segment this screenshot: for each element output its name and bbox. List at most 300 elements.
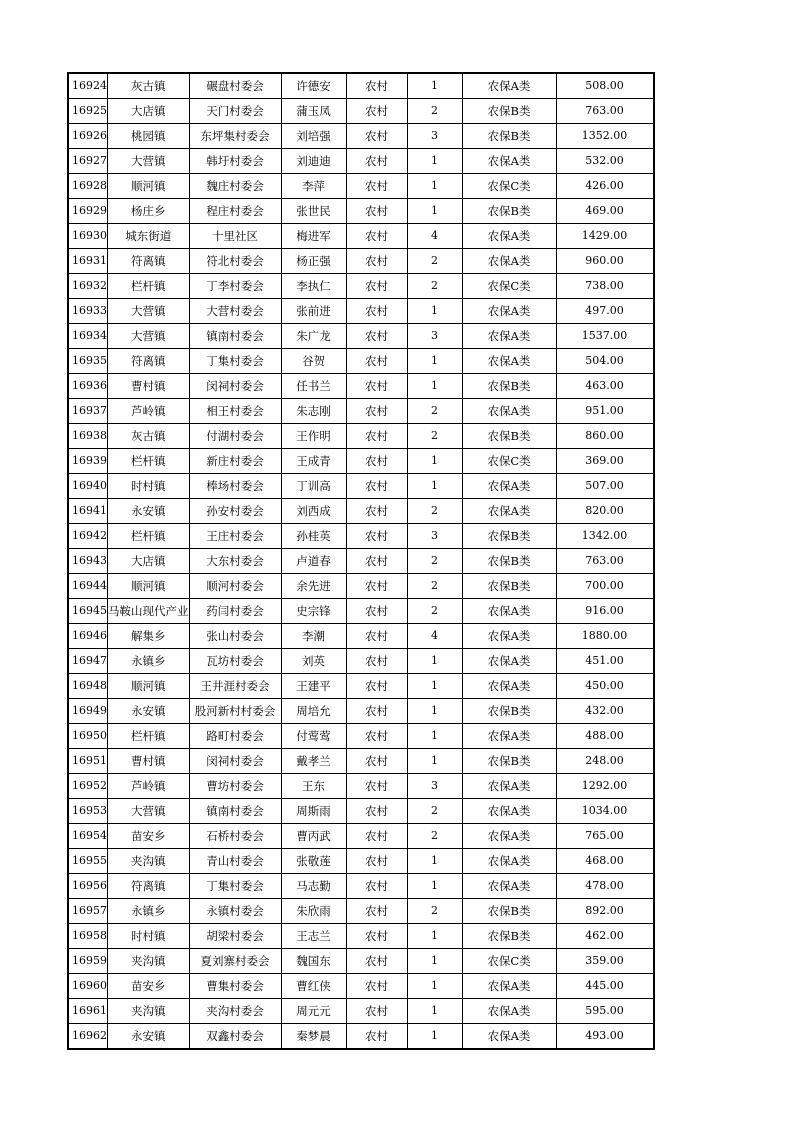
insurance-category-cell: 农保B类 xyxy=(462,124,556,149)
household-type-cell: 农村 xyxy=(346,474,407,499)
household-type-cell: 农村 xyxy=(346,124,407,149)
town-cell: 符离镇 xyxy=(108,349,190,374)
insurance-category-cell: 农保A类 xyxy=(462,599,556,624)
town-cell: 大营镇 xyxy=(108,149,190,174)
amount-cell: 463.00 xyxy=(556,374,654,399)
person-count-cell: 1 xyxy=(407,174,462,199)
household-type-cell: 农村 xyxy=(346,524,407,549)
town-cell: 栏杆镇 xyxy=(108,524,190,549)
town-cell: 马鞍山现代产业 xyxy=(108,599,190,624)
insurance-category-cell: 农保B类 xyxy=(462,699,556,724)
insurance-category-cell: 农保A类 xyxy=(462,674,556,699)
table-row xyxy=(68,1024,654,1050)
person-count-cell: 3 xyxy=(407,124,462,149)
village-cell: 夏刘寨村委会 xyxy=(189,949,281,974)
person-count-cell: 1 xyxy=(407,924,462,949)
household-type-cell: 农村 xyxy=(346,924,407,949)
amount-cell: 892.00 xyxy=(556,899,654,924)
village-cell: 曹坊村委会 xyxy=(189,774,281,799)
town-cell: 解集乡 xyxy=(108,624,190,649)
name-cell: 魏国东 xyxy=(281,949,346,974)
table-row xyxy=(68,574,654,599)
record-id-cell: 16933 xyxy=(68,299,108,324)
amount-cell: 820.00 xyxy=(556,499,654,524)
person-count-cell: 1 xyxy=(407,349,462,374)
roster-table xyxy=(67,72,655,1050)
town-cell: 夹沟镇 xyxy=(108,849,190,874)
town-cell: 芦岭镇 xyxy=(108,774,190,799)
record-id-cell: 16944 xyxy=(68,574,108,599)
town-cell: 大营镇 xyxy=(108,799,190,824)
town-cell: 杨庄乡 xyxy=(108,199,190,224)
record-id-cell: 16924 xyxy=(68,73,108,99)
village-cell: 新庄村委会 xyxy=(189,449,281,474)
amount-cell: 469.00 xyxy=(556,199,654,224)
town-cell: 符离镇 xyxy=(108,874,190,899)
name-cell: 马志勤 xyxy=(281,874,346,899)
amount-cell: 1352.00 xyxy=(556,124,654,149)
table-row xyxy=(68,124,654,149)
town-cell: 桃园镇 xyxy=(108,124,190,149)
name-cell: 付莺莺 xyxy=(281,724,346,749)
amount-cell: 508.00 xyxy=(556,73,654,99)
village-cell: 丁集村委会 xyxy=(189,349,281,374)
household-type-cell: 农村 xyxy=(346,824,407,849)
table-row xyxy=(68,474,654,499)
table-row xyxy=(68,974,654,999)
town-cell: 曹村镇 xyxy=(108,749,190,774)
name-cell: 戴孝兰 xyxy=(281,749,346,774)
table-row xyxy=(68,799,654,824)
town-cell: 顺河镇 xyxy=(108,674,190,699)
town-cell: 时村镇 xyxy=(108,474,190,499)
person-count-cell: 1 xyxy=(407,474,462,499)
record-id-cell: 16957 xyxy=(68,899,108,924)
table-row xyxy=(68,399,654,424)
household-type-cell: 农村 xyxy=(346,724,407,749)
insurance-category-cell: 农保A类 xyxy=(462,224,556,249)
amount-cell: 700.00 xyxy=(556,574,654,599)
village-cell: 永镇村委会 xyxy=(189,899,281,924)
village-cell: 韩圩村委会 xyxy=(189,149,281,174)
record-id-cell: 16949 xyxy=(68,699,108,724)
table-row xyxy=(68,674,654,699)
insurance-category-cell: 农保A类 xyxy=(462,874,556,899)
village-cell: 胡梁村委会 xyxy=(189,924,281,949)
village-cell: 棒场村委会 xyxy=(189,474,281,499)
person-count-cell: 3 xyxy=(407,524,462,549)
table-row xyxy=(68,824,654,849)
town-cell: 大店镇 xyxy=(108,99,190,124)
village-cell: 大东村委会 xyxy=(189,549,281,574)
village-cell: 魏庄村委会 xyxy=(189,174,281,199)
name-cell: 周斯雨 xyxy=(281,799,346,824)
table-row xyxy=(68,999,654,1024)
record-id-cell: 16931 xyxy=(68,249,108,274)
record-id-cell: 16941 xyxy=(68,499,108,524)
table-row xyxy=(68,199,654,224)
record-id-cell: 16940 xyxy=(68,474,108,499)
record-id-cell: 16952 xyxy=(68,774,108,799)
record-id-cell: 16932 xyxy=(68,274,108,299)
table-row xyxy=(68,174,654,199)
household-type-cell: 农村 xyxy=(346,599,407,624)
name-cell: 周培允 xyxy=(281,699,346,724)
insurance-category-cell: 农保A类 xyxy=(462,499,556,524)
amount-cell: 532.00 xyxy=(556,149,654,174)
name-cell: 许德安 xyxy=(281,73,346,99)
person-count-cell: 1 xyxy=(407,449,462,474)
insurance-category-cell: 农保A类 xyxy=(462,974,556,999)
record-id-cell: 16950 xyxy=(68,724,108,749)
name-cell: 曹丙武 xyxy=(281,824,346,849)
amount-cell: 1292.00 xyxy=(556,774,654,799)
amount-cell: 1429.00 xyxy=(556,224,654,249)
insurance-category-cell: 农保B类 xyxy=(462,99,556,124)
household-type-cell: 农村 xyxy=(346,73,407,99)
household-type-cell: 农村 xyxy=(346,174,407,199)
insurance-category-cell: 农保B类 xyxy=(462,524,556,549)
name-cell: 王建平 xyxy=(281,674,346,699)
household-type-cell: 农村 xyxy=(346,799,407,824)
insurance-category-cell: 农保A类 xyxy=(462,249,556,274)
amount-cell: 1880.00 xyxy=(556,624,654,649)
table-row xyxy=(68,449,654,474)
record-id-cell: 16956 xyxy=(68,874,108,899)
town-cell: 永安镇 xyxy=(108,1024,190,1050)
table-row xyxy=(68,749,654,774)
table-row xyxy=(68,924,654,949)
record-id-cell: 16948 xyxy=(68,674,108,699)
town-cell: 永安镇 xyxy=(108,499,190,524)
town-cell: 符离镇 xyxy=(108,249,190,274)
village-cell: 程庄村委会 xyxy=(189,199,281,224)
amount-cell: 765.00 xyxy=(556,824,654,849)
name-cell: 周元元 xyxy=(281,999,346,1024)
household-type-cell: 农村 xyxy=(346,99,407,124)
village-cell: 青山村委会 xyxy=(189,849,281,874)
name-cell: 朱志刚 xyxy=(281,399,346,424)
town-cell: 灰古镇 xyxy=(108,424,190,449)
amount-cell: 916.00 xyxy=(556,599,654,624)
town-cell: 栏杆镇 xyxy=(108,449,190,474)
amount-cell: 738.00 xyxy=(556,274,654,299)
amount-cell: 951.00 xyxy=(556,399,654,424)
table-row xyxy=(68,624,654,649)
village-cell: 王井涯村委会 xyxy=(189,674,281,699)
table-row xyxy=(68,324,654,349)
village-cell: 镇南村委会 xyxy=(189,324,281,349)
person-count-cell: 1 xyxy=(407,1024,462,1050)
name-cell: 朱广龙 xyxy=(281,324,346,349)
household-type-cell: 农村 xyxy=(346,224,407,249)
name-cell: 孙桂英 xyxy=(281,524,346,549)
person-count-cell: 1 xyxy=(407,149,462,174)
name-cell: 任书兰 xyxy=(281,374,346,399)
town-cell: 大店镇 xyxy=(108,549,190,574)
household-type-cell: 农村 xyxy=(346,949,407,974)
village-cell: 天门村委会 xyxy=(189,99,281,124)
village-cell: 药闫村委会 xyxy=(189,599,281,624)
village-cell: 瓦坊村委会 xyxy=(189,649,281,674)
insurance-category-cell: 农保B类 xyxy=(462,199,556,224)
household-type-cell: 农村 xyxy=(346,699,407,724)
record-id-cell: 16942 xyxy=(68,524,108,549)
name-cell: 张敬莲 xyxy=(281,849,346,874)
table-row xyxy=(68,899,654,924)
town-cell: 顺河镇 xyxy=(108,174,190,199)
insurance-category-cell: 农保B类 xyxy=(462,749,556,774)
person-count-cell: 4 xyxy=(407,224,462,249)
record-id-cell: 16962 xyxy=(68,1024,108,1050)
household-type-cell: 农村 xyxy=(346,424,407,449)
village-cell: 东坪集村委会 xyxy=(189,124,281,149)
town-cell: 苗安乡 xyxy=(108,974,190,999)
name-cell: 张前进 xyxy=(281,299,346,324)
household-type-cell: 农村 xyxy=(346,774,407,799)
record-id-cell: 16939 xyxy=(68,449,108,474)
household-type-cell: 农村 xyxy=(346,549,407,574)
town-cell: 大营镇 xyxy=(108,299,190,324)
insurance-category-cell: 农保A类 xyxy=(462,999,556,1024)
record-id-cell: 16955 xyxy=(68,849,108,874)
name-cell: 蒲玉凤 xyxy=(281,99,346,124)
insurance-category-cell: 农保A类 xyxy=(462,349,556,374)
name-cell: 曹红侠 xyxy=(281,974,346,999)
insurance-category-cell: 农保C类 xyxy=(462,949,556,974)
village-cell: 大营村委会 xyxy=(189,299,281,324)
household-type-cell: 农村 xyxy=(346,624,407,649)
person-count-cell: 2 xyxy=(407,499,462,524)
town-cell: 永安镇 xyxy=(108,699,190,724)
table-row xyxy=(68,774,654,799)
insurance-category-cell: 农保C类 xyxy=(462,274,556,299)
village-cell: 顺河村委会 xyxy=(189,574,281,599)
person-count-cell: 1 xyxy=(407,949,462,974)
person-count-cell: 2 xyxy=(407,549,462,574)
village-cell: 股河新村村委会 xyxy=(189,699,281,724)
village-cell: 十里社区 xyxy=(189,224,281,249)
table-row xyxy=(68,874,654,899)
name-cell: 丁训高 xyxy=(281,474,346,499)
person-count-cell: 4 xyxy=(407,624,462,649)
name-cell: 李萍 xyxy=(281,174,346,199)
village-cell: 闵祠村委会 xyxy=(189,374,281,399)
table-row xyxy=(68,299,654,324)
name-cell: 谷贺 xyxy=(281,349,346,374)
village-cell: 张山村委会 xyxy=(189,624,281,649)
record-id-cell: 16943 xyxy=(68,549,108,574)
name-cell: 朱欣雨 xyxy=(281,899,346,924)
insurance-category-cell: 农保A类 xyxy=(462,299,556,324)
amount-cell: 860.00 xyxy=(556,424,654,449)
name-cell: 杨正强 xyxy=(281,249,346,274)
person-count-cell: 1 xyxy=(407,724,462,749)
record-id-cell: 16927 xyxy=(68,149,108,174)
village-cell: 丁集村委会 xyxy=(189,874,281,899)
household-type-cell: 农村 xyxy=(346,274,407,299)
amount-cell: 451.00 xyxy=(556,649,654,674)
household-type-cell: 农村 xyxy=(346,999,407,1024)
village-cell: 石桥村委会 xyxy=(189,824,281,849)
amount-cell: 426.00 xyxy=(556,174,654,199)
amount-cell: 504.00 xyxy=(556,349,654,374)
record-id-cell: 16953 xyxy=(68,799,108,824)
town-cell: 栏杆镇 xyxy=(108,274,190,299)
table-row xyxy=(68,374,654,399)
name-cell: 卢道春 xyxy=(281,549,346,574)
table-row xyxy=(68,73,654,99)
name-cell: 王作明 xyxy=(281,424,346,449)
person-count-cell: 2 xyxy=(407,799,462,824)
record-id-cell: 16951 xyxy=(68,749,108,774)
household-type-cell: 农村 xyxy=(346,149,407,174)
amount-cell: 595.00 xyxy=(556,999,654,1024)
amount-cell: 493.00 xyxy=(556,1024,654,1050)
table-row xyxy=(68,599,654,624)
person-count-cell: 2 xyxy=(407,99,462,124)
village-cell: 曹集村委会 xyxy=(189,974,281,999)
record-id-cell: 16930 xyxy=(68,224,108,249)
insurance-category-cell: 农保B类 xyxy=(462,549,556,574)
insurance-category-cell: 农保A类 xyxy=(462,1024,556,1050)
table-row xyxy=(68,249,654,274)
table-row xyxy=(68,724,654,749)
person-count-cell: 2 xyxy=(407,399,462,424)
household-type-cell: 农村 xyxy=(346,374,407,399)
insurance-category-cell: 农保B类 xyxy=(462,424,556,449)
amount-cell: 248.00 xyxy=(556,749,654,774)
insurance-category-cell: 农保A类 xyxy=(462,649,556,674)
insurance-category-cell: 农保A类 xyxy=(462,824,556,849)
person-count-cell: 2 xyxy=(407,599,462,624)
name-cell: 王志兰 xyxy=(281,924,346,949)
town-cell: 栏杆镇 xyxy=(108,724,190,749)
insurance-category-cell: 农保B类 xyxy=(462,899,556,924)
household-type-cell: 农村 xyxy=(346,324,407,349)
record-id-cell: 16926 xyxy=(68,124,108,149)
insurance-category-cell: 农保B类 xyxy=(462,924,556,949)
town-cell: 永镇乡 xyxy=(108,649,190,674)
insurance-category-cell: 农保A类 xyxy=(462,799,556,824)
person-count-cell: 1 xyxy=(407,374,462,399)
record-id-cell: 16936 xyxy=(68,374,108,399)
table-row xyxy=(68,224,654,249)
record-id-cell: 16934 xyxy=(68,324,108,349)
village-cell: 碾盘村委会 xyxy=(189,73,281,99)
name-cell: 王东 xyxy=(281,774,346,799)
town-cell: 苗安乡 xyxy=(108,824,190,849)
record-id-cell: 16947 xyxy=(68,649,108,674)
record-id-cell: 16958 xyxy=(68,924,108,949)
amount-cell: 1342.00 xyxy=(556,524,654,549)
town-cell: 永镇乡 xyxy=(108,899,190,924)
person-count-cell: 1 xyxy=(407,974,462,999)
town-cell: 夹沟镇 xyxy=(108,949,190,974)
record-id-cell: 16938 xyxy=(68,424,108,449)
person-count-cell: 1 xyxy=(407,73,462,99)
insurance-category-cell: 农保A类 xyxy=(462,774,556,799)
table-row xyxy=(68,499,654,524)
amount-cell: 369.00 xyxy=(556,449,654,474)
household-type-cell: 农村 xyxy=(346,349,407,374)
village-cell: 孙安村委会 xyxy=(189,499,281,524)
record-id-cell: 16946 xyxy=(68,624,108,649)
town-cell: 大营镇 xyxy=(108,324,190,349)
insurance-category-cell: 农保A类 xyxy=(462,324,556,349)
insurance-category-cell: 农保A类 xyxy=(462,399,556,424)
amount-cell: 450.00 xyxy=(556,674,654,699)
name-cell: 李执仁 xyxy=(281,274,346,299)
name-cell: 刘英 xyxy=(281,649,346,674)
record-id-cell: 16935 xyxy=(68,349,108,374)
amount-cell: 468.00 xyxy=(556,849,654,874)
table-row xyxy=(68,274,654,299)
person-count-cell: 2 xyxy=(407,899,462,924)
person-count-cell: 1 xyxy=(407,199,462,224)
village-cell: 闵祠村委会 xyxy=(189,749,281,774)
person-count-cell: 3 xyxy=(407,774,462,799)
table-row xyxy=(68,699,654,724)
town-cell: 城东街道 xyxy=(108,224,190,249)
village-cell: 相王村委会 xyxy=(189,399,281,424)
person-count-cell: 1 xyxy=(407,299,462,324)
person-count-cell: 1 xyxy=(407,874,462,899)
household-type-cell: 农村 xyxy=(346,899,407,924)
table-row xyxy=(68,149,654,174)
household-type-cell: 农村 xyxy=(346,874,407,899)
name-cell: 梅进军 xyxy=(281,224,346,249)
household-type-cell: 农村 xyxy=(346,249,407,274)
household-type-cell: 农村 xyxy=(346,499,407,524)
village-cell: 王庄村委会 xyxy=(189,524,281,549)
insurance-category-cell: 农保A类 xyxy=(462,474,556,499)
table-row xyxy=(68,849,654,874)
village-cell: 双鑫村委会 xyxy=(189,1024,281,1050)
name-cell: 刘培强 xyxy=(281,124,346,149)
village-cell: 镇南村委会 xyxy=(189,799,281,824)
amount-cell: 359.00 xyxy=(556,949,654,974)
village-cell: 路町村委会 xyxy=(189,724,281,749)
amount-cell: 1537.00 xyxy=(556,324,654,349)
amount-cell: 763.00 xyxy=(556,549,654,574)
amount-cell: 478.00 xyxy=(556,874,654,899)
amount-cell: 488.00 xyxy=(556,724,654,749)
person-count-cell: 2 xyxy=(407,274,462,299)
town-cell: 顺河镇 xyxy=(108,574,190,599)
amount-cell: 960.00 xyxy=(556,249,654,274)
name-cell: 史宗锋 xyxy=(281,599,346,624)
insurance-category-cell: 农保C类 xyxy=(462,449,556,474)
amount-cell: 1034.00 xyxy=(556,799,654,824)
record-id-cell: 16954 xyxy=(68,824,108,849)
name-cell: 刘迪迪 xyxy=(281,149,346,174)
person-count-cell: 3 xyxy=(407,324,462,349)
person-count-cell: 2 xyxy=(407,824,462,849)
record-id-cell: 16937 xyxy=(68,399,108,424)
name-cell: 刘西成 xyxy=(281,499,346,524)
household-type-cell: 农村 xyxy=(346,299,407,324)
insurance-category-cell: 农保A类 xyxy=(462,624,556,649)
household-type-cell: 农村 xyxy=(346,449,407,474)
insurance-category-cell: 农保A类 xyxy=(462,724,556,749)
town-cell: 曹村镇 xyxy=(108,374,190,399)
person-count-cell: 1 xyxy=(407,749,462,774)
insurance-category-cell: 农保B类 xyxy=(462,574,556,599)
insurance-category-cell: 农保C类 xyxy=(462,174,556,199)
record-id-cell: 16945 xyxy=(68,599,108,624)
amount-cell: 497.00 xyxy=(556,299,654,324)
